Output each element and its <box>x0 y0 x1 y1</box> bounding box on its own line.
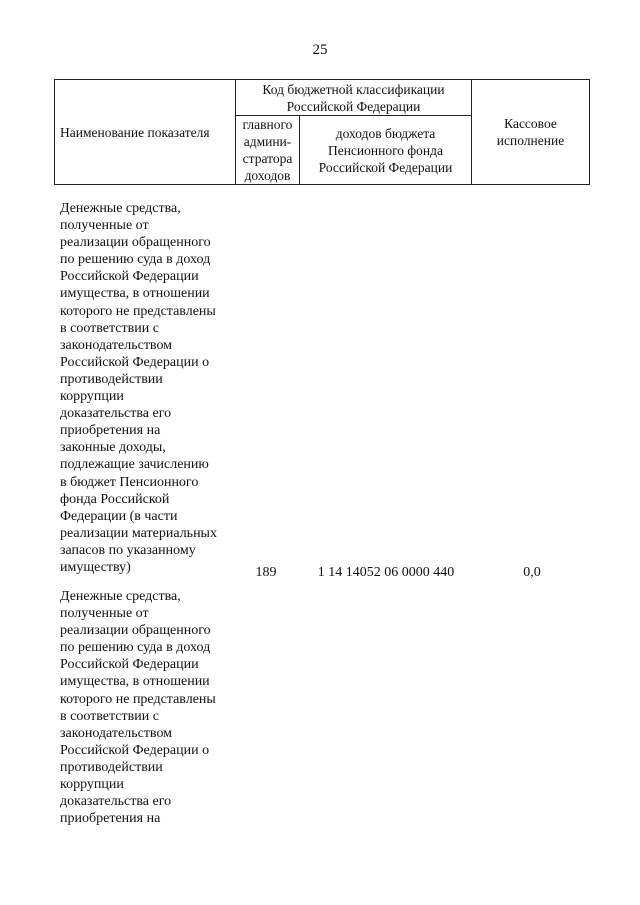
row-name: Денежные средства, полученные от реализации обращенного по решению суда в доход Российской Федерации имущества, в отношении которого не представлены в соответствии с законодательством Российской Федерации о противодействии коррупции доказательства его приобретения на законные доходы, подлежащие зачислению в бюджет Пенсионного фонда Российской Федерации (в части реализации материальных запасов по указанному имуществу) <box>60 201 217 575</box>
row-name: Денежные средства, полученные от реализации обращенного по решению суда в доход Российской Федерации имущества, в отношении которого не представлены в соответствии с законодательством Российской Федерации о противодействии коррупции доказательства его приобретения на <box>60 589 216 827</box>
table-header <box>54 79 590 185</box>
page-number: 25 <box>312 42 328 58</box>
header-revenue-code-cell: доходов бюджета Пенсионного фонда Российской Федерации <box>300 116 472 185</box>
row-revenue-code: 1 14 14052 06 0000 440 <box>317 565 455 580</box>
header-admin-cell: главного админи- стратора доходов <box>236 116 300 185</box>
header-code-group-cell: Код бюджетной классификации Российской Федерации <box>236 80 472 116</box>
header-name-cell: Наименование показателя <box>55 80 236 185</box>
row-admin-code: 189 <box>255 565 277 580</box>
header-execution-cell: Кассовое исполнение <box>472 80 590 185</box>
table-row <box>0 200 640 584</box>
table-row <box>0 588 640 834</box>
row-execution: 0,0 <box>523 565 541 580</box>
